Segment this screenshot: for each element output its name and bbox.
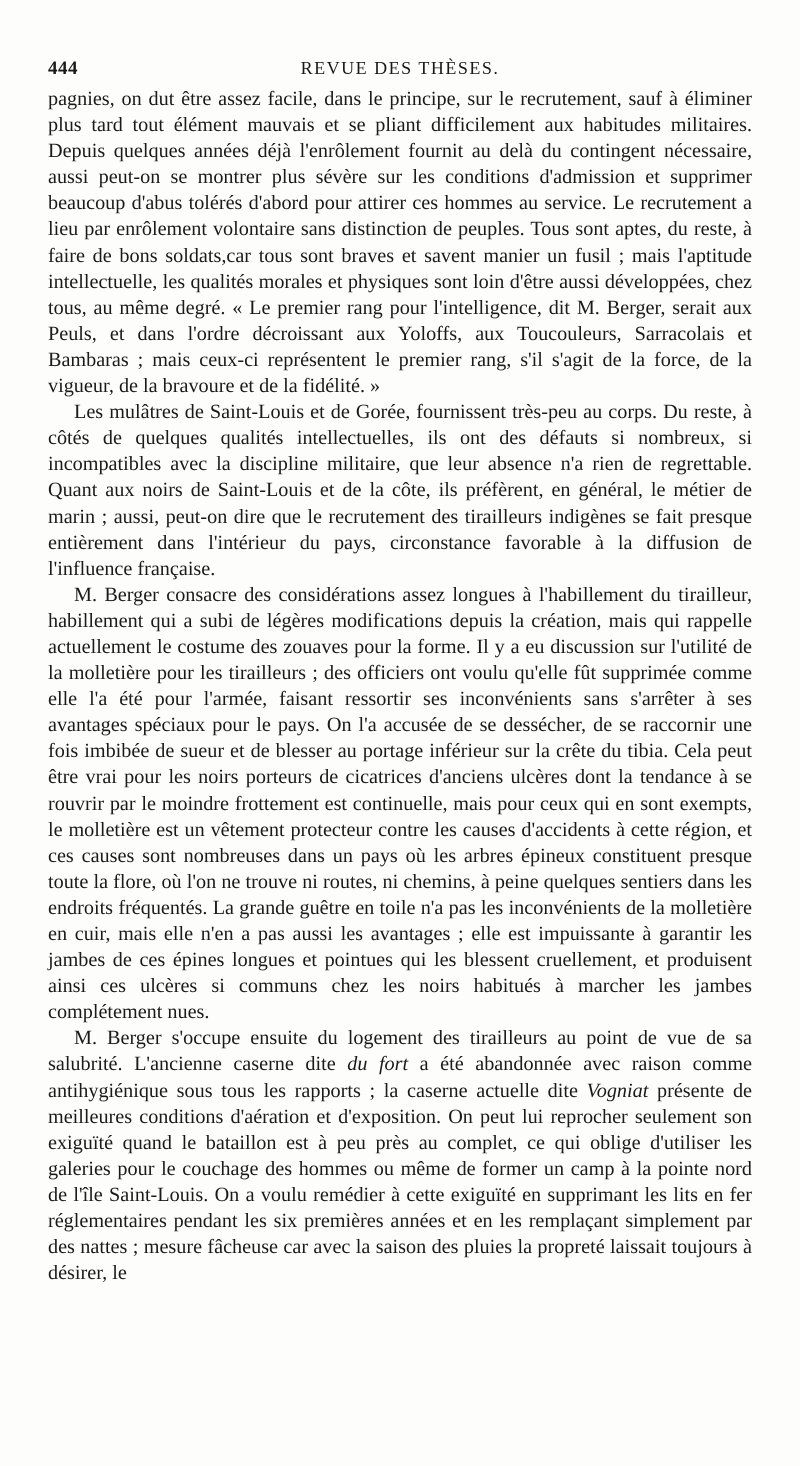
page-number: 444 bbox=[48, 58, 78, 79]
italic-term-vogniat: Vogniat bbox=[586, 1079, 649, 1102]
text-segment: M. Berger s'occupe ensuite du logement des tirailleurs au point de vue de sa salubrité. L'ancienne caserne dite bbox=[48, 1027, 752, 1076]
text-segment: a été abandonnée avec raison comme antihygiénique sous tous les rapports ; la caserne actuelle dite bbox=[48, 1053, 753, 1102]
paragraph-mulatres bbox=[48, 399, 752, 582]
text-segment: pagnies, on dut être assez facile, dans le principe, sur le recrutement, sauf à éliminer plus tard tout élément mauvais et se pliant difficilement aux habitudes militaires. Depuis quelques années déjà l'enrôlement fournit au delà du contingent nécessaire, aussi peut-on se montrer plus sévère sur les conditions d'admission et supprimer beaucoup d'abus tolérés d'abord pour attirer ces hommes au service. Le recrutement a lieu par enrôlement volontaire sans distinction de peuples. Tous sont aptes, du reste, à faire de bons soldats,car tous sont braves et savent manier un fusil ; mais l'aptitude intellectuelle, les qualités morales et physiques sont loin d'être aussi développées, chez tous, au même degré. « Le premier rang pour l'intelligence, dit M. Berger, serait aux Peuls, et dans l'ordre décroissant aux Yoloffs, aux Toucouleurs, Sarracolais et Bambaras ; mais ceux-ci représentent le premier rang, s'il s'agit de la force, de la vigueur, de la bravoure et de la fidélité. » bbox=[48, 88, 752, 398]
article-body bbox=[48, 86, 752, 1286]
text-segment: présente de meilleures conditions d'aération et d'exposition. On peut lui reprocher seulement son exiguïté quand le bataillon est à peu près au complet, ce qui oblige d'utiliser les galeries pour le couchage des hommes ou même de former un camp à la pointe nord de l'île Saint-Louis. On a voulu remédier à cette exiguïté en supprimant les lits en fer réglementaires pendant les six premières années et en les remplaçant simplement par des nattes ; mesure fâcheuse car avec la saison des pluies la propreté laissait toujours à désirer, le bbox=[48, 1079, 752, 1285]
running-head bbox=[48, 58, 752, 84]
paragraph-habillement bbox=[48, 582, 752, 1026]
text-segment: M. Berger consacre des considérations assez longues à l'habillement du tirailleur, habillement qui a subi de légères modifications depuis la création, mais qui rappelle actuellement le costume des zouaves pour la forme. Il y a eu discussion sur l'utilité de la molletière pour les tirailleurs ; des officiers ont voulu qu'elle fût supprimée comme elle l'a été pour l'armée, faisant ressortir ses inconvénients sans s'arrêter à ses avantages spéciaux pour le pays. On l'a accusée de se dessécher, de se raccornir une fois imbibée de sueur et de blesser au portage inférieur sur la crête du tibia. Cela peut être vrai pour les noirs porteurs de cicatrices d'anciens ulcères dont la tendance à se rouvrir par le moindre frottement est continuelle, mais pour ceux qui en sont exempts, le molletière est un vêtement protecteur contre les causes d'accidents à cette région, et ces causes sont nombreuses dans un pays où les arbres épineux constituent presque toute la flore, où l'on ne trouve ni routes, ni chemins, à peine quelques sentiers dans les endroits fréquentés. La grande guêtre en toile n'a pas les inconvénients de la molletière en cuir, mais elle n'en a pas aussi les avantages ; elle est impuissante à garantir les jambes de ces épines longues et pointues qui les blessent cruellement, et produisent ainsi ces ulcères si communs chez les noirs habitués à marcher les jambes complétement nues. bbox=[48, 583, 752, 1024]
journal-title: REVUE DES THÈSES. bbox=[300, 58, 500, 78]
paragraph-logement bbox=[48, 1025, 752, 1286]
text-segment: Les mulâtres de Saint-Louis et de Gorée, fournissent très-peu au corps. Du reste, à côtés de quelques qualités intellectuelles, ils ont des défauts si nombreux, si incompatibles avec la discipline militaire, que leur absence n'a rien de regrettable. Quant aux noirs de Saint-Louis et de la côte, ils préfèrent, en général, le métier de marin ; aussi, peut-on dire que le recrutement des tirailleurs indigènes se fait presque entièrement dans l'intérieur du pays, circonstance favorable à la diffusion de l'influence française. bbox=[48, 401, 752, 580]
italic-term-du-fort: du fort bbox=[347, 1053, 409, 1076]
paragraph-recrutement bbox=[48, 86, 752, 399]
